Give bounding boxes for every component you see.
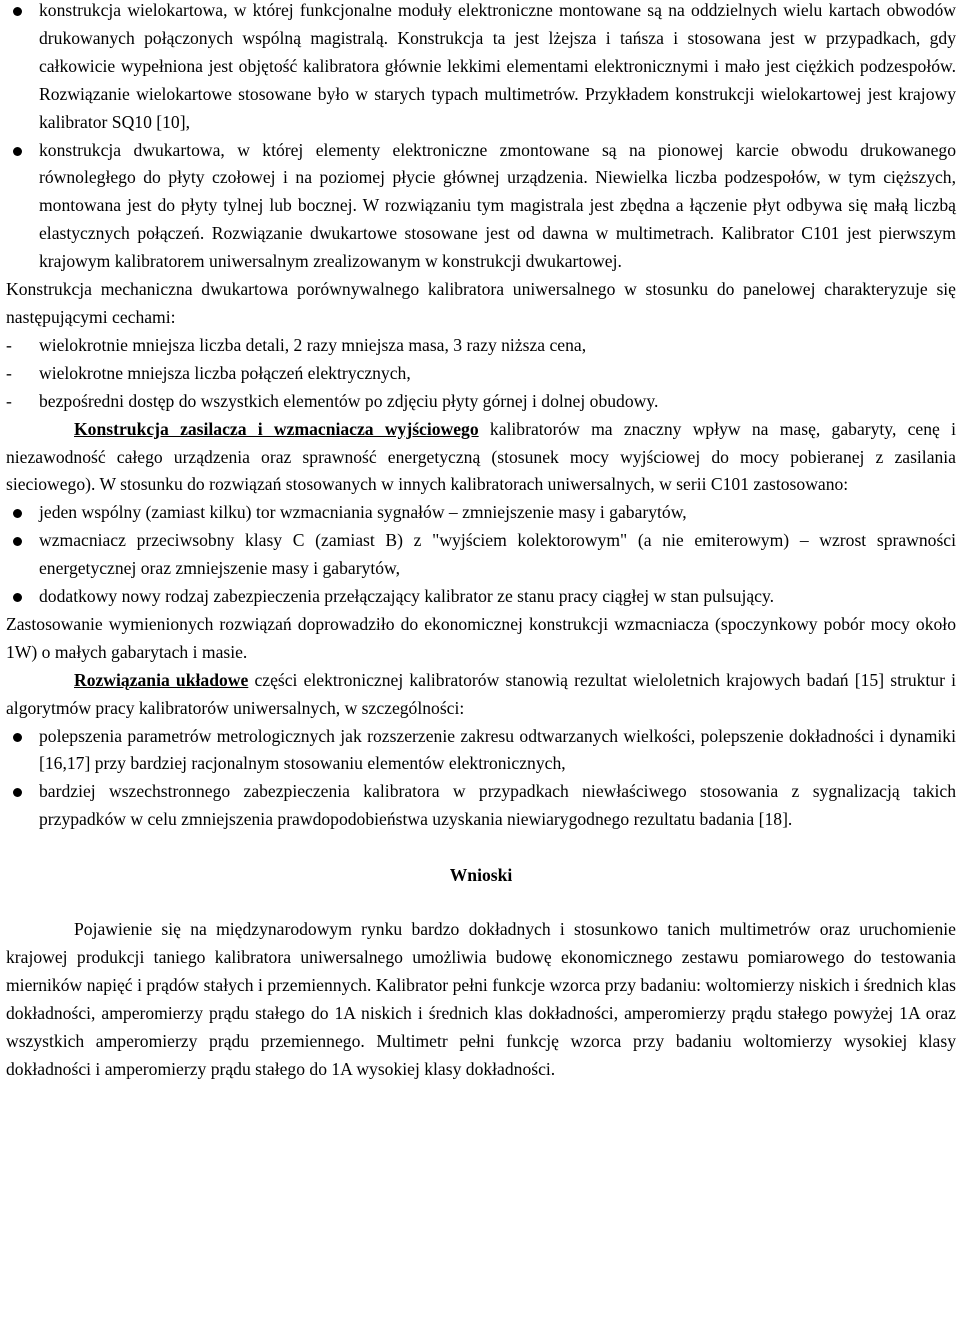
dash-marker: - xyxy=(6,334,12,355)
paragraph-power-supply-text: kalibratorów ma znaczny wpływ na masę, gabaryty, cenę i niezawodność całego urządzenia oraz sprawność energetyczną (stosunek mocy wyjściowej do mocy pobieranej z zasilania sieciowego). W stosunku do rozwiązań stosowanych w innych kalibratorach uniwersalnych, w serii C101 zastosowano: xyxy=(6,418,956,495)
dash-item xyxy=(6,360,956,388)
bullet-item-twocard: konstrukcja dwukartowa, w której elementy elektroniczne zmontowane są na pionowej karcie obwodu drukowanego równoległego do płyty czołowej i na poziomej płycie głównej urządzenia. Niewielka liczba podzespołów, w tym cięższych, montowana jest do płyty tylnej lub bocznej. W rozwiązaniu tym magistrala jest zbędna a łączenie płyt odbywa się małą liczbą elastycznych połączeń. Rozwiązanie dwukartowe stosowane jest od dawna w multimetrach. Kalibrator C101 jest pierwszym krajowym kalibratorem uniwersalnym zrealizowanym w konstrukcji dwukartowej. xyxy=(6,137,956,277)
paragraph-power-supply xyxy=(6,416,956,500)
bullet-item-protection: dodatkowy nowy rodzaj zabezpieczenia przełączający kalibrator ze stanu pracy ciągłej w stan pulsujący. xyxy=(6,583,956,611)
dash-item xyxy=(6,388,956,416)
dash-marker: - xyxy=(6,390,12,411)
dash-item-text: wielokrotne mniejsza liczba połączeń elektrycznych, xyxy=(39,362,411,383)
dash-item-text: wielokrotnie mniejsza liczba detali, 2 razy mniejsza masa, 3 razy niższa cena, xyxy=(39,334,587,355)
bullet-item-metrology: polepszenia parametrów metrologicznych jak rozszerzenie zakresu odtwarzanych wielkości, polepszenie dokładności i dynamiki [16,17] przy bardziej racjonalnym stosowaniu elementów elektronicznych, xyxy=(6,723,956,779)
bullet-item-single-path: jeden wspólny (zamiast kilku) tor wzmacniania sygnałów – zmniejszenie masy i gabarytów, xyxy=(6,499,956,527)
paragraph-application: Zastosowanie wymienionych rozwiązań doprowadziło do ekonomicznej konstrukcji wzmacniacza (spoczynkowy pobór mocy około 1W) o małych gabarytach i masie. xyxy=(6,613,956,662)
paragraph-conclusions: Pojawienie się na międzynarodowym rynku bardzo dokładnych i stosunkowo tanich multimetrów oraz uruchomienie krajowej produkcji taniego kalibratora uniwersalnego umożliwia budowę ekonomicznego zestawu pomiarowego do testowania mierników napięć i prądów stałych i przemiennych. Kalibrator pełni funkcje wzorca przy badaniu: woltomierzy niskich i średnich klas dokładności, amperomierzy prądu stałego do 1A niskich i średnich klas dokładności, amperomierzy prądu stałego powyżej 1A oraz wszystkich amperomierzy prądu przemiennego. Multimetr pełni funkcję wzorca przy badaniu woltomierzy wysokiej klasy dokładności i amperomierzy prądu stałego do 1A wysokiej klasy dokładności. xyxy=(6,919,956,1079)
dash-item xyxy=(6,332,956,360)
paragraph-circuit-solutions xyxy=(6,667,956,723)
spacer xyxy=(6,890,956,916)
inline-heading-power-supply: Konstrukcja zasilacza i wzmacniacza wyjściowego xyxy=(74,418,479,439)
section-title: Wnioski xyxy=(449,865,513,886)
inline-heading-circuit-solutions: Rozwiązania układowe xyxy=(74,669,249,690)
bullet-item-multicard: konstrukcja wielokartowa, w której funkcjonalne moduły elektroniczne montowane są na oddzielnych wielu kartach obwodów drukowanych połączonych wspólną magistralą. Konstrukcja ta jest lżejsza i tańsza i stosowana jest w przypadkach, gdy całkowicie wypełniona jest objętość kalibratora głównie lekkimi elementami elektronicznymi i mało jest ciężkich podzespołów. Rozwiązanie wielokartowe stosowane było w starych typach multimetrów. Przykładem konstrukcji wielokartowej jest krajowy kalibrator SQ10 [10], xyxy=(6,0,956,137)
bullet-item-safeguard: bardziej wszechstronnego zabezpieczenia kalibratora w przypadkach niewłaściwego stosowania z sygnalizacją takich przypadków w celu zmniejszenia prawdopodobieństwa uzyskania niewiarygodnego rezultatu badania [18]. xyxy=(6,778,956,834)
dash-marker: - xyxy=(6,362,12,383)
dash-item-text: bezpośredni dostęp do wszystkich elementów po zdjęciu płyty górnej i dolnej obudowy. xyxy=(39,390,659,411)
spacer xyxy=(6,834,956,862)
paragraph-circuit-solutions-text: części elektronicznej kalibratorów stanowią rezultat wieloletnich krajowych badań [15] struktur i algorytmów pracy kalibratorów uniwersalnych, w szczególności: xyxy=(6,669,956,718)
document-page xyxy=(6,0,956,1084)
paragraph-mechanical-construction: Konstrukcja mechaniczna dwukartowa porównywalnego kalibratora uniwersalnego w stosunku do panelowej charakteryzuje się następującymi cechami: xyxy=(6,279,956,327)
bullet-item-class-c-amplifier: wzmacniacz przeciwsobny klasy C (zamiast B) z "wyjściem kolektorowym" (a nie emiterowym) – wzrost sprawności energetycznej oraz zmniejszenie masy i gabarytów, xyxy=(6,527,956,583)
